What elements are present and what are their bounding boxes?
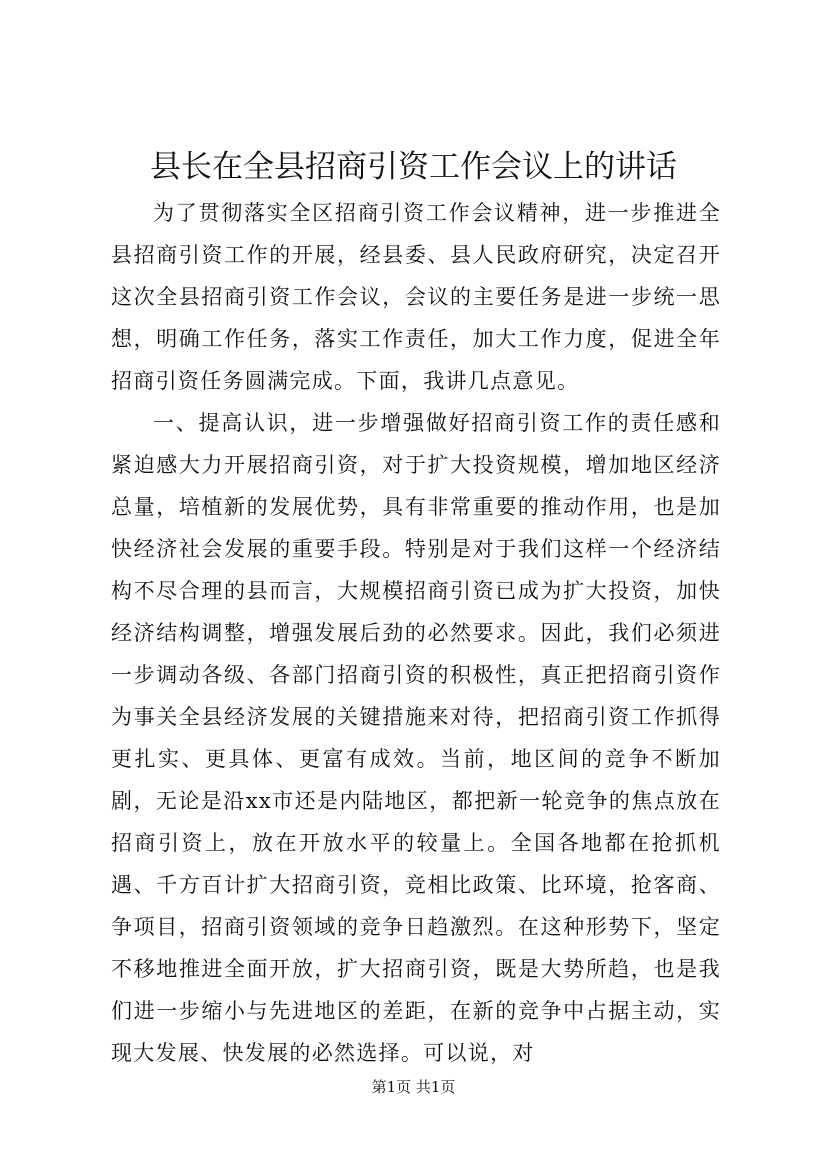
document-title: 县长在全县招商引资工作会议上的讲话 [150,149,677,185]
paragraph-intro: 为了贯彻落实全区招商引资工作会议精神，进一步推进全县招商引资工作的开展，经县委、县人民政府研究，决定召开这次全县招商引资工作会议，会议的主要任务是进一步统一思想，明确工作任务，落实工作责任，加大工作力度，促进全年招商引资任务圆满完成。下面，我讲几点意见。 [111,201,721,393]
page-footer: 第1页 共1页 [371,1078,456,1096]
document-body [111,192,721,1074]
paragraph-section-one: 一、提高认识，进一步增强做好招商引资工作的责任感和紧迫感大力开展招商引资，对于扩大投资规模，增加地区经济总量，培植新的发展优势，具有非常重要的推动作用，也是加快经济社会发展的重要手段。特别是对于我们这样一个经济结构不尽合理的县而言，大规模招商引资已成为扩大投资，加快经济结构调整，增强发展后劲的必然要求。因此，我们必须进一步调动各级、各部门招商引资的积极性，真正把招商引资作为事关全县经济发展的关键措施来对待，把招商引资工作抓得更扎实、更具体、更富有成效。当前，地区间的竞争不断加剧，无论是沿xx市还是内陆地区，都把新一轮竞争的焦点放在招商引资上，放在开放水平的较量上。全国各地都在抢抓机遇、千方百计扩大招商引资，竞相比政策、比环境，抢客商、争项目，招商引资领域的竞争日趋激烈。在这种形势下，坚定不移地推进全面开放，扩大招商引资，既是大势所趋，也是我们进一步缩小与先进地区的差距，在新的竞争中占据主动，实现大发展、快发展的必然选择。可以说，对 [111,411,721,1065]
